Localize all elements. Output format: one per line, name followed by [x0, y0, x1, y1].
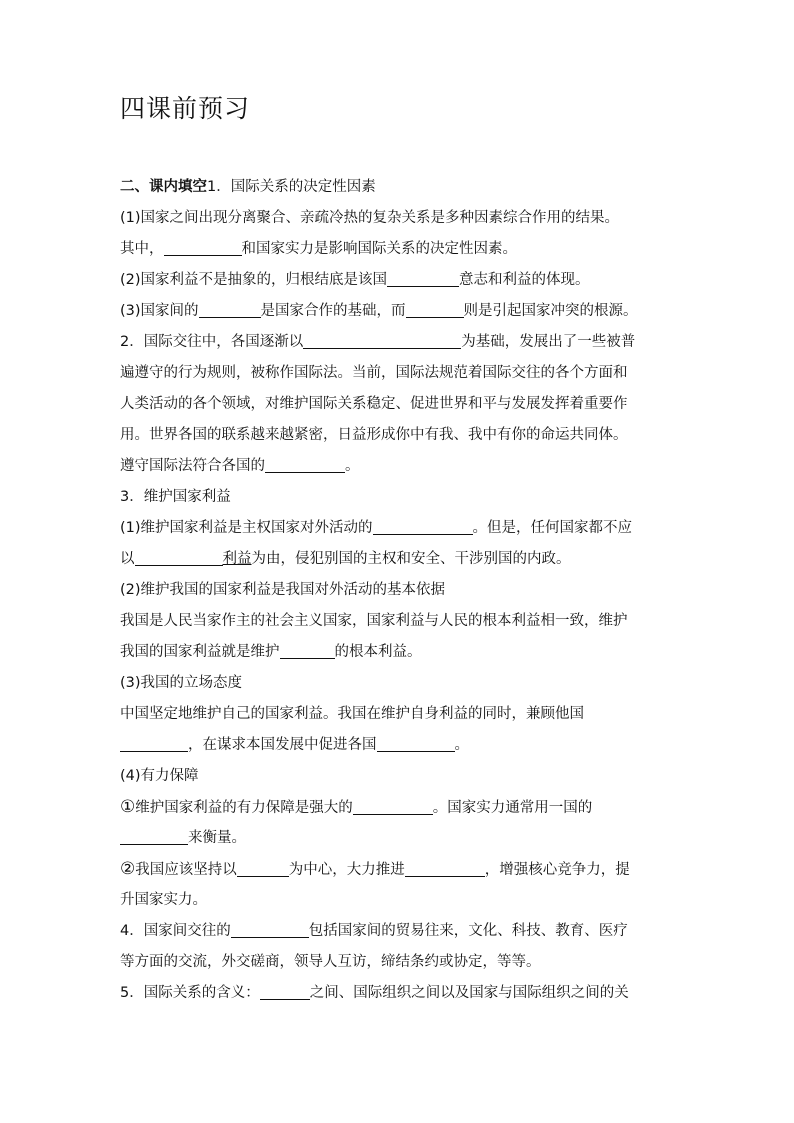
text-segment: 维护国家利益的有力保障是强大的 [135, 800, 353, 816]
text-line: 遍遵守的行为规则，被称作国际法。当前，国际法规范着国际交往的各个方面和 [120, 365, 628, 381]
text-line [120, 327, 680, 358]
text-line: (1)国家之间出现分离聚合、亲疏冷热的复杂关系是多种因素综合作用的结果。 [120, 210, 620, 226]
fill-blank[interactable] [280, 642, 335, 659]
text-line: (4)有力保障 [120, 768, 199, 784]
section-heading-line [120, 172, 680, 203]
fill-blank[interactable] [353, 798, 433, 815]
text-segment: 。但是，任何国家都不应 [472, 520, 633, 536]
text-line [120, 451, 680, 482]
text-line [120, 978, 680, 1009]
text-segment: 2．国际交往中，各国逐渐以 [120, 334, 304, 350]
circled-number-2: ② [120, 859, 136, 879]
fill-blank[interactable] [377, 735, 455, 752]
fill-blank[interactable] [373, 518, 473, 535]
text-segment: 4．国家间交往的 [120, 923, 231, 939]
text-line [120, 730, 680, 761]
text-line [120, 854, 680, 885]
text-segment: (1)维护国家利益是主权国家对外活动的 [120, 520, 373, 536]
text-segment: 的根本利益。 [334, 644, 422, 660]
text-segment: 意志和利益的体现。 [459, 272, 590, 288]
text-segment: 之间、国际组织之间以及国家与国际组织之间的关 [309, 985, 629, 1001]
text-line [120, 234, 680, 265]
text-segment: 以 [120, 551, 135, 567]
text-line [120, 265, 680, 296]
text-segment: 为由，侵犯别国的主权和安全、干涉别国的内政。 [251, 551, 571, 567]
text-segment: 为中心，大力推进 [288, 862, 405, 878]
text-segment: (2)国家利益不是抽象的，归根结底是该国 [120, 272, 388, 288]
text-line [120, 513, 680, 544]
fill-blank[interactable] [387, 270, 459, 287]
text-line: 人类活动的各个领域，对维护国际关系稳定、促进世界和平与发展发挥着重要作 [120, 396, 628, 412]
text-segment: 。 [345, 458, 360, 474]
item-3-title: 3．维护国家利益 [120, 489, 231, 505]
text-segment: 则是引起国家冲突的根源。 [463, 303, 638, 319]
text-line [120, 916, 680, 947]
text-line: 升国家实力。 [120, 892, 207, 908]
fill-blank[interactable] [265, 456, 345, 473]
fill-blank[interactable] [260, 983, 310, 1000]
circled-number-1: ① [120, 797, 136, 817]
fill-blank[interactable] [135, 549, 223, 566]
fill-blank[interactable] [303, 332, 461, 349]
section-heading: 二、课内填空 [120, 179, 207, 195]
fill-blank[interactable] [199, 301, 261, 318]
fill-blank[interactable] [231, 921, 309, 938]
text-segment: 。 [454, 737, 469, 753]
text-line [120, 544, 680, 575]
page-title: 四课前预习 [120, 94, 251, 123]
text-line: 等方面的交流，外交磋商，领导人互访，缔结条约或协定，等等。 [120, 954, 541, 970]
text-line: 中国坚定地维护自己的国家利益。我国在维护自身利益的同时，兼顾他国 [120, 706, 584, 722]
underlined-text: 利益 [222, 551, 252, 567]
fill-blank[interactable] [164, 239, 242, 256]
text-segment: 为基础，发展出了一些被普 [461, 334, 636, 350]
text-segment: 来衡量。 [188, 830, 246, 846]
fill-blank[interactable] [237, 860, 289, 877]
text-line [120, 823, 680, 854]
fill-blank[interactable] [405, 860, 485, 877]
item-1-title: 1．国际关系的决定性因素 [207, 179, 376, 195]
text-segment: 。国家实力通常用一国的 [432, 800, 593, 816]
text-segment: 我国应该坚持以 [135, 862, 237, 878]
text-segment: 5．国际关系的含义： [120, 985, 260, 1001]
text-segment: (3)国家间的 [120, 303, 199, 319]
text-segment: ，增强核心竞争力，提 [484, 862, 630, 878]
text-segment: 是国家合作的基础，而 [260, 303, 406, 319]
text-line [120, 296, 680, 327]
text-line: (2)维护我国的国家利益是我国对外活动的基本依据 [120, 582, 446, 598]
text-line [120, 637, 680, 668]
text-line: 用。世界各国的联系越来越紧密，日益形成你中有我、我中有你的命运共同体。 [120, 427, 628, 443]
text-segment: ，在谋求本国发展中促进各国 [188, 737, 377, 753]
fill-blank[interactable] [120, 735, 188, 752]
text-line [120, 792, 680, 823]
fill-blank[interactable] [120, 828, 188, 845]
text-segment: 包括国家间的贸易往来，文化、科技、教育、医疗 [308, 923, 628, 939]
text-segment: 遵守国际法符合各国的 [120, 458, 265, 474]
worksheet-body [120, 172, 680, 1009]
text-line: 我国是人民当家作主的社会主义国家，国家利益与人民的根本利益相一致，维护 [120, 613, 628, 629]
fill-blank[interactable] [406, 301, 464, 318]
text-segment: 我国的国家利益就是维护 [120, 644, 280, 660]
text-segment: 其中， [120, 241, 164, 257]
text-line: (3)我国的立场态度 [120, 675, 243, 691]
text-segment: 和国家实力是影响国际关系的决定性因素。 [241, 241, 517, 257]
